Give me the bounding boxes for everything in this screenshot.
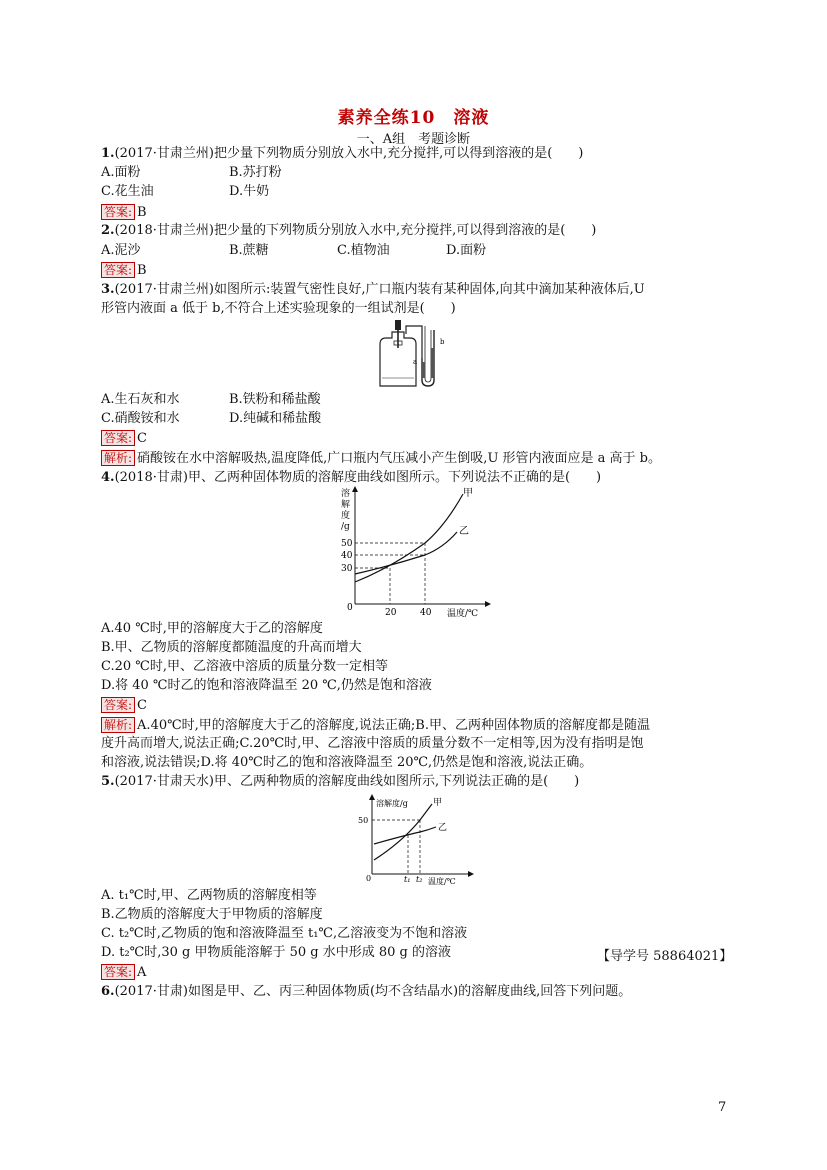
- question-number: 1.: [101, 146, 115, 161]
- question-5: [101, 774, 579, 790]
- xlabel: 温度/℃: [447, 609, 479, 619]
- answer-tag: 答案:: [101, 964, 135, 980]
- page-number: 7: [718, 1100, 727, 1115]
- question-3: [101, 282, 645, 298]
- answer-value: B: [137, 263, 147, 278]
- origin-label: 0: [347, 603, 353, 613]
- analysis-tag: 解析:: [101, 450, 135, 466]
- label-a: a: [413, 358, 418, 366]
- xtick-t2: t₂: [416, 875, 423, 884]
- analysis-text: 硝酸铵在水中溶解吸热,温度降低,广口瓶内气压减小产生倒吸,U 形管内液面应是 a 高于 b。: [137, 451, 662, 466]
- answer-row: [101, 430, 147, 447]
- label-b: b: [440, 338, 445, 346]
- option-c: C.花生油: [101, 184, 154, 199]
- option-d: D.将 40 ℃时乙的饱和溶液降温至 20 ℃,仍然是饱和溶液: [101, 678, 432, 693]
- answer-row: [101, 262, 147, 279]
- u-tube-apparatus-figure: [370, 318, 460, 390]
- series-jia-label: 甲: [433, 798, 443, 808]
- question-number: 5.: [101, 774, 115, 789]
- option-c: C.20 ℃时,甲、乙溶液中溶质的质量分数一定相等: [101, 659, 388, 674]
- ylabel-1: 溶: [341, 489, 351, 499]
- answer-value: B: [137, 205, 147, 220]
- option-a: A.40 ℃时,甲的溶解度大于乙的溶解度: [101, 621, 323, 636]
- guide-number: 【导学号 58864021】: [597, 949, 733, 964]
- option-c: C. t₂℃时,乙物质的饱和溶液降温至 t₁℃,乙溶液变为不饱和溶液: [101, 926, 468, 941]
- series-jia-curve: [355, 494, 463, 582]
- question-2: [101, 223, 596, 239]
- answer-value: A: [137, 965, 147, 980]
- ylabel: 溶解度/g: [376, 799, 408, 808]
- page-title: 素养全练10 溶液: [337, 108, 490, 128]
- option-d: D.牛奶: [229, 184, 270, 199]
- question-text: (2017·甘肃兰州)把少量下列物质分别放入水中,充分搅拌,可以得到溶液的是( ): [114, 146, 584, 161]
- option-b: B.蔗糖: [229, 243, 269, 258]
- question-number: 6.: [101, 984, 115, 999]
- option-d: D. t₂℃时,30 g 甲物质能溶解于 50 g 水中形成 80 g 的溶液: [101, 945, 451, 960]
- question-4: [101, 470, 601, 486]
- question-1: [101, 146, 583, 162]
- option-a: A.生石灰和水: [101, 392, 180, 407]
- answer-tag: 答案:: [101, 697, 135, 713]
- ytick-50: 50: [358, 816, 369, 825]
- series-jia-curve: [374, 804, 432, 860]
- answer-tag: 答案:: [101, 430, 135, 446]
- ylabel-4: /g: [341, 522, 350, 532]
- analysis-line-2: 度升高而增大,说法正确;C.20℃时,甲、乙溶液中溶质的质量分数不一定相等,因为没有指明是饱: [101, 736, 644, 751]
- ytick-40: 40: [341, 551, 353, 561]
- question-text: (2018·甘肃兰州)把少量的下列物质分别放入水中,充分搅拌,可以得到溶液的是( ): [114, 223, 597, 238]
- answer-tag: 答案:: [101, 262, 135, 278]
- answer-row: [101, 964, 146, 981]
- option-b: B.甲、乙物质的溶解度都随温度的升高而增大: [101, 640, 362, 655]
- question-6: [101, 984, 631, 1000]
- option-a: A.泥沙: [101, 243, 141, 258]
- analysis-line-3: 和溶液,说法错误;D.将 40℃时乙的饱和溶液降温至 20℃,仍然是饱和溶液,说法正确。: [101, 755, 593, 770]
- question-number: 2.: [101, 223, 115, 238]
- question-3-line-2: 形管内液面 a 低于 b,不符合上述实验现象的一组试剂是( ): [101, 301, 456, 316]
- question-text: (2017·甘肃兰州)如图所示:装置气密性良好,广口瓶内装有某种固体,向其中滴加某种液体后,U: [114, 282, 645, 297]
- option-b: B.铁粉和稀盐酸: [229, 392, 321, 407]
- option-d: D.面粉: [446, 243, 487, 258]
- question-text: (2017·甘肃天水)甲、乙两种物质的溶解度曲线如图所示,下列说法正确的是( ): [114, 774, 580, 789]
- xtick-40: 40: [420, 608, 432, 618]
- origin-label: 0: [366, 874, 372, 883]
- ytick-50: 50: [341, 539, 353, 549]
- series-yi-label: 乙: [438, 823, 448, 833]
- solubility-chart-q4: [335, 486, 495, 620]
- option-c: C.植物油: [337, 243, 390, 258]
- option-d: D.纯碱和稀盐酸: [229, 411, 322, 426]
- xlabel: 温度/℃: [428, 877, 456, 886]
- question-number: 4.: [101, 470, 115, 485]
- option-a: A.面粉: [101, 165, 141, 180]
- analysis-row: [101, 450, 661, 467]
- analysis-tag: 解析:: [101, 717, 135, 733]
- question-text: (2018·甘肃)甲、乙两种固体物质的溶解度曲线如图所示。下列说法不正确的是( ): [114, 470, 602, 485]
- answer-row: [101, 204, 147, 221]
- option-c: C.硝酸铵和水: [101, 411, 180, 426]
- answer-value: C: [137, 431, 147, 446]
- ylabel-2: 解: [341, 500, 351, 510]
- option-b: B.苏打粉: [229, 165, 282, 180]
- section-subtitle: 一、A组 考题诊断: [356, 132, 471, 147]
- answer-row: [101, 697, 147, 714]
- ytick-30: 30: [341, 564, 353, 574]
- option-b: B.乙物质的溶解度大于甲物质的溶解度: [101, 907, 323, 922]
- ylabel-3: 度: [341, 511, 351, 521]
- xtick-20: 20: [385, 608, 397, 618]
- answer-value: C: [137, 698, 147, 713]
- series-jia-label: 甲: [463, 488, 473, 499]
- xtick-t1: t₁: [404, 875, 411, 884]
- option-a: A. t₁℃时,甲、乙两物质的溶解度相等: [101, 888, 317, 903]
- series-yi-label: 乙: [459, 526, 469, 537]
- analysis-line-1: A.40℃时,甲的溶解度大于乙的溶解度,说法正确;B.甲、乙两种固体物质的溶解度都是随温: [137, 718, 650, 733]
- series-yi-curve: [374, 827, 436, 844]
- answer-tag: 答案:: [101, 204, 135, 220]
- analysis-row: [101, 717, 650, 734]
- question-text: (2017·甘肃)如图是甲、乙、丙三种固体物质(均不含结晶水)的溶解度曲线,回答下列问题。: [114, 984, 632, 999]
- solubility-chart-q5: [352, 794, 477, 886]
- question-number: 3.: [101, 282, 115, 297]
